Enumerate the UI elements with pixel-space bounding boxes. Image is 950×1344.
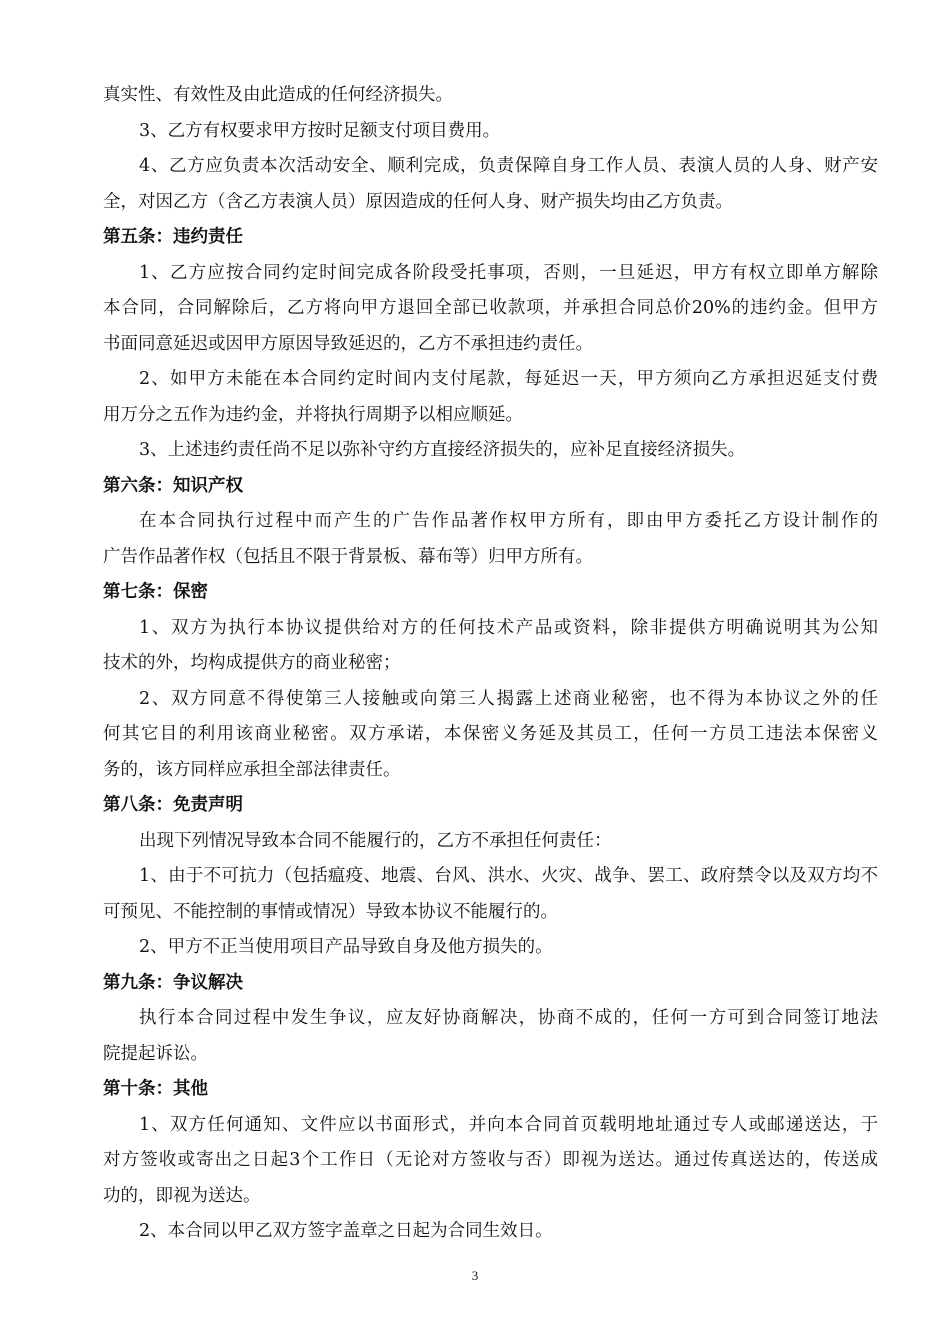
paragraph-line: 1、由于不可抗力（包括瘟疫、地震、台风、洪水、火灾、战争、罢工、政府禁令以及双方均不 xyxy=(139,866,878,886)
document-page xyxy=(103,78,878,1250)
paragraph-line: 2、双方同意不得使第三人接触或向第三人揭露上述商业秘密，也不得为本协议之外的任 xyxy=(139,688,878,709)
paragraph-line: 出现下列情况导致本合同不能履行的，乙方不承担任何责任： xyxy=(139,830,612,851)
paragraph-line: 可预见、不能控制的事情或情况）导致本协议不能履行的。 xyxy=(103,901,558,922)
paragraph-line: 院提起诉讼。 xyxy=(103,1043,208,1064)
paragraph-line: 用万分之五作为违约金，并将执行周期予以相应顺延。 xyxy=(103,404,523,425)
section-heading: 第八条：免责声明 xyxy=(103,795,243,815)
paragraph-line: 1、双方为执行本协议提供给对方的任何技术产品或资料，除非提供方明确说明其为公知 xyxy=(139,617,878,638)
paragraph-line: 书面同意延迟或因甲方原因导致延迟的，乙方不承担违约责任。 xyxy=(103,333,593,354)
page-number: 3 xyxy=(471,1268,479,1283)
paragraph-line: 3、乙方有权要求甲方按时足额支付项目费用。 xyxy=(139,120,501,141)
paragraph-line: 2、如甲方未能在本合同约定时间内支付尾款，每延迟一天，甲方须向乙方承担迟延支付费 xyxy=(139,369,878,389)
paragraph-line: 4、乙方应负责本次活动安全、顺利完成，负责保障自身工作人员、表演人员的人身、财产安 xyxy=(139,156,878,176)
paragraph-line: 在本合同执行过程中而产生的广告作品著作权甲方所有，即由甲方委托乙方设计制作的 xyxy=(139,511,878,531)
paragraph-line: 对方签收或寄出之日起3个工作日（无论对方签收与否）即视为送达。通过传真送达的，传送成 xyxy=(103,1150,878,1170)
paragraph-line: 2、本合同以甲乙双方签字盖章之日起为合同生效日。 xyxy=(139,1221,553,1241)
section-heading: 第九条：争议解决 xyxy=(103,972,243,993)
paragraph-line: 本合同，合同解除后，乙方将向甲方退回全部已收款项，并承担合同总价20%的违约金。但甲方 xyxy=(103,298,878,318)
paragraph-line: 2、甲方不正当使用项目产品导致自身及他方损失的。 xyxy=(139,937,553,957)
section-heading: 第五条：违约责任 xyxy=(103,227,243,247)
paragraph-line: 1、乙方应按合同约定时间完成各阶段受托事项，否则，一旦延迟，甲方有权立即单方解除 xyxy=(139,262,878,283)
section-heading: 第六条：知识产权 xyxy=(103,475,243,496)
paragraph-line: 执行本合同过程中发生争议，应友好协商解决，协商不成的，任何一方可到合同签订地法 xyxy=(139,1008,878,1028)
paragraph-line: 技术的外，均构成提供方的商业秘密； xyxy=(103,653,401,673)
paragraph-line: 1、双方任何通知、文件应以书面形式，并向本合同首页载明地址通过专人或邮递送达，于 xyxy=(139,1114,878,1135)
paragraph-line: 何其它目的利用该商业秘密。双方承诺，本保密义务延及其员工，任何一方员工违法本保密义 xyxy=(103,724,878,744)
section-heading: 第十条：其他 xyxy=(103,1079,208,1099)
paragraph-line: 务的，该方同样应承担全部法律责任。 xyxy=(103,759,401,780)
section-heading: 第七条：保密 xyxy=(103,582,208,602)
paragraph-line: 广告作品著作权（包括且不限于背景板、幕布等）归甲方所有。 xyxy=(103,546,593,567)
paragraph-line: 3、上述违约责任尚不足以弥补守约方直接经济损失的，应补足直接经济损失。 xyxy=(139,440,746,460)
paragraph-line: 功的，即视为送达。 xyxy=(103,1185,261,1206)
paragraph-line: 全，对因乙方（含乙方表演人员）原因造成的任何人身、财产损失均由乙方负责。 xyxy=(103,191,733,212)
paragraph-line: 真实性、有效性及由此造成的任何经济损失。 xyxy=(103,85,453,105)
